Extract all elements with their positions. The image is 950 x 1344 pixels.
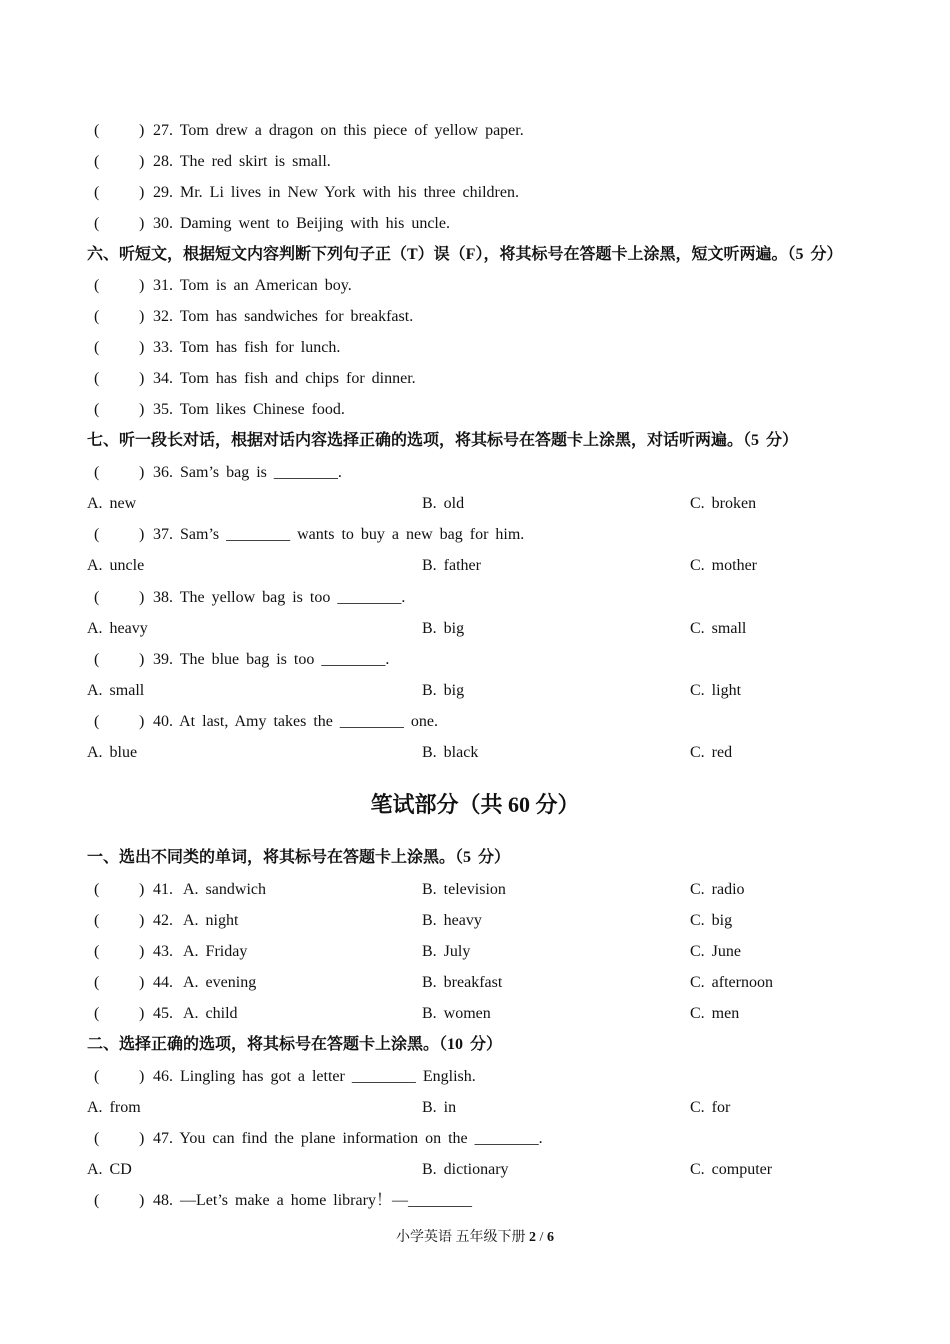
option-c: C. small: [690, 620, 747, 637]
section-7-heading: 七、听一段长对话，根据对话内容选择正确的选项，将其标号在答题卡上涂黑，对话听两遍。（5 分）: [87, 432, 799, 449]
question-36-options: [87, 492, 867, 516]
option-c: C. for: [690, 1099, 731, 1116]
option-b: B. father: [422, 557, 481, 574]
option-c: C. radio: [690, 881, 745, 898]
question-text: 37. Sam’s ________ wants to buy a new bag for him.: [153, 526, 525, 543]
option-b: B. television: [422, 881, 506, 898]
option-c: C. computer: [690, 1161, 773, 1178]
option-a: A. small: [87, 682, 145, 699]
option-b: B. big: [422, 620, 465, 637]
question-number: 44.: [153, 974, 173, 991]
question-45: ( ) 45. A. child B. women C. men: [87, 1002, 867, 1026]
question-47-options: [87, 1158, 867, 1182]
option-c: C. big: [690, 912, 733, 929]
footer-page-number: 2: [529, 1230, 537, 1245]
question-41: ( ) 41. A. sandwich B. television C. radio: [87, 878, 867, 902]
option-b: B. breakfast: [422, 974, 503, 991]
option-b: B. in: [422, 1099, 457, 1116]
question-text: 32. Tom has sandwiches for breakfast.: [153, 308, 414, 325]
question-text: 48. —Let’s make a home library！—________: [153, 1192, 472, 1209]
page-footer: [0, 1228, 950, 1248]
question-number: 41.: [153, 881, 173, 898]
option-b: B. dictionary: [422, 1161, 509, 1178]
question-text: 46. Lingling has got a letter ________ English.: [153, 1068, 476, 1085]
question-46-options: [87, 1096, 867, 1120]
question-text: 29. Mr. Li lives in New York with his three children.: [153, 184, 519, 201]
option-a: A. Friday: [183, 943, 248, 960]
question-number: 42.: [153, 912, 173, 929]
option-b: B. women: [422, 1005, 491, 1022]
option-c: C. light: [690, 682, 742, 699]
written-part-title: 笔试部分（共 60 分）: [370, 792, 580, 817]
question-39-options: [87, 679, 867, 703]
option-c: C. mother: [690, 557, 757, 574]
question-text: 34. Tom has fish and chips for dinner.: [153, 370, 416, 387]
question-text: 27. Tom drew a dragon on this piece of yellow paper.: [153, 122, 524, 139]
question-text: 36. Sam’s bag is ________.: [153, 464, 342, 481]
question-38-options: [87, 617, 867, 641]
option-a: A. evening: [183, 974, 257, 991]
exam-page: ( ) 27. Tom drew a dragon on this piece of yellow paper. ( ) 28. The red skirt is small. ( ) 29. Mr. Li lives in New York with his three children. ( ) 30. Daming went to Beijing with his uncle. 六、听短文，根据短文内容判断下列句子正（T）误（F），将其标号在答题卡上涂黑，短文听两遍。（5 分） ( ) 31. Tom is an American boy. ( ) 32. Tom has sandwiches for breakfast. ( ) 33. Tom has fish for lunch. ( ) 34. Tom has fish and chips for dinner. ( ) 35. Tom likes Chinese food. 七、听一段长对话，根据对话内容选择正确的选项，将其标号在答题卡上涂黑，对话听两遍。（5 分） ( ) 36. Sam’s bag is ________. A. new B. old C. broken ( ) 37. Sam’s ________ wants to buy a new bag for him. A. uncle B. father C. mother ( ) 38. The yellow bag is too ________. A. heavy B. big C. small ( ) 39. The blue bag is too ________. A. small B. big C. light ( ) 40. At last, Amy takes the ________ one. A. blue B. black C. red 笔试部分（共 60 分） 一、选出不同类的单词，将其标号在答题卡上涂黑。（5 分） ( ) 41. A. sandwich B. television C. radio ( ) 42. A. night B. heavy C. big ( ) 43. A. Friday B. July C. June ( ) 44. A. evening B. breakfast C. afternoon ( ) 45. A. child B. women C. men 二、选择正确的选项，将其标号在答题卡上涂黑。（10 分） ( ) 46. Lingling has got a letter ________ English. A. from B. in C. for ( ) 47. You can find the plane information on the ________. A. CD B. dictionary C. computer ( ) 48. —Let’s make a home library！—________ 小学英语 五年级下册 2 / 6: [0, 0, 950, 1344]
option-a: A. blue: [87, 744, 138, 761]
question-number: 43.: [153, 943, 173, 960]
option-b: B. black: [422, 744, 479, 761]
question-text: 35. Tom likes Chinese food.: [153, 401, 345, 418]
question-44: ( ) 44. A. evening B. breakfast C. afternoon: [87, 971, 867, 995]
option-c: C. red: [690, 744, 733, 761]
option-a: A. sandwich: [183, 881, 266, 898]
question-text: 38. The yellow bag is too ________.: [153, 589, 406, 606]
question-43: ( ) 43. A. Friday B. July C. June: [87, 940, 867, 964]
written-section-2-heading: 二、选择正确的选项，将其标号在答题卡上涂黑。（10 分）: [87, 1036, 503, 1053]
question-text: 28. The red skirt is small.: [153, 153, 331, 170]
question-text: 31. Tom is an American boy.: [153, 277, 352, 294]
question-40-options: [87, 741, 867, 765]
option-a: A. uncle: [87, 557, 145, 574]
option-a: A. from: [87, 1099, 141, 1116]
option-b: B. heavy: [422, 912, 482, 929]
footer-page-total: 6: [546, 1230, 554, 1245]
question-text: 40. At last, Amy takes the ________ one.: [153, 713, 438, 730]
footer-separator: /: [536, 1230, 547, 1245]
option-b: B. July: [422, 943, 471, 960]
question-text: 30. Daming went to Beijing with his uncle.: [153, 215, 450, 232]
question-number: 45.: [153, 1005, 173, 1022]
option-c: C. June: [690, 943, 741, 960]
option-c: C. men: [690, 1005, 740, 1022]
option-c: C. afternoon: [690, 974, 773, 991]
option-a: A. new: [87, 495, 137, 512]
written-section-1-heading: 一、选出不同类的单词，将其标号在答题卡上涂黑。（5 分）: [87, 849, 511, 866]
question-text: 39. The blue bag is too ________.: [153, 651, 390, 668]
question-42: ( ) 42. A. night B. heavy C. big: [87, 909, 867, 933]
question-text: 47. You can find the plane information on the ________.: [153, 1130, 543, 1147]
question-text: 33. Tom has fish for lunch.: [153, 339, 341, 356]
option-b: B. big: [422, 682, 465, 699]
footer-subject: 小学英语 五年级下册: [396, 1230, 530, 1245]
option-a: A. heavy: [87, 620, 148, 637]
section-6-heading: 六、听短文，根据短文内容判断下列句子正（T）误（F），将其标号在答题卡上涂黑，短文听两遍。（5 分）: [87, 246, 843, 263]
option-a: A. CD: [87, 1161, 132, 1178]
option-a: A. child: [183, 1005, 238, 1022]
question-37-options: [87, 554, 867, 578]
option-c: C. broken: [690, 495, 757, 512]
option-a: A. night: [183, 912, 239, 929]
option-b: B. old: [422, 495, 465, 512]
